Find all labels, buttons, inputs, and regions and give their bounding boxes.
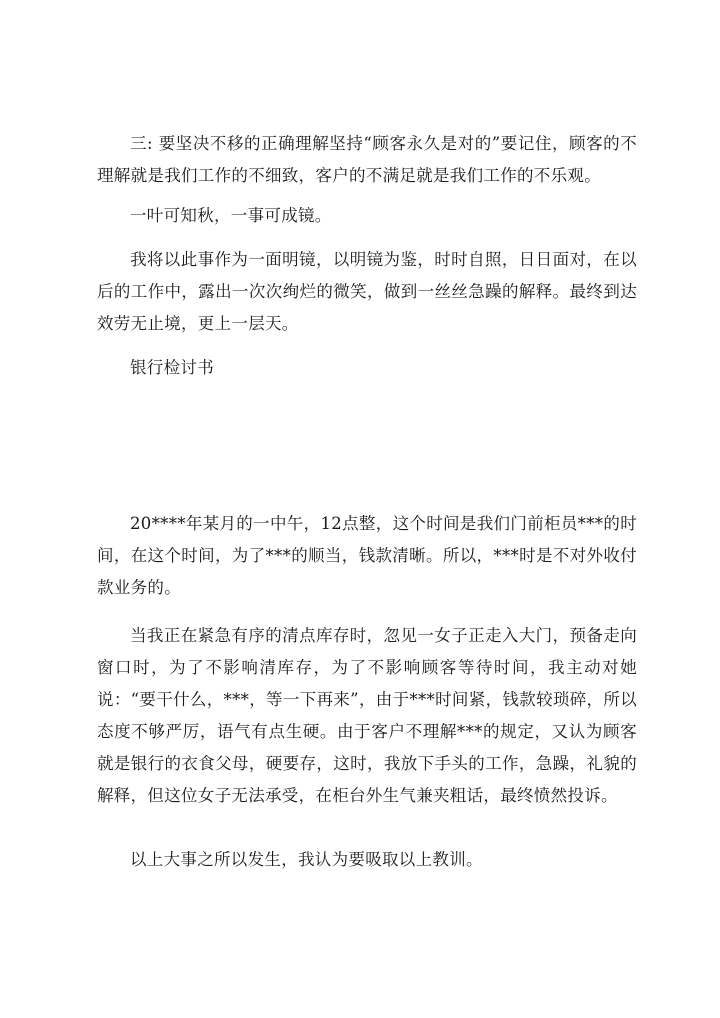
paragraph-incident-detail: 当我正在紧急有序的清点库存时，忽见一女子正走入大门，预备走向窗口时，为了不影响清库存，为了不影响顾客等待时间，我主动对她说：“要干什么，***，等一下再来”，由于***时间紧，钱款较琐碎，所以态度不够严厉，语气有点生硬。由于客户不理解***的规定，又认为顾客就是银行的衣食父母，硬要存，这时，我放下手头的工作，急躁，礼貌的解释，但这位女子无法承受，在柜台外生气兼夹粗话，最终愤然投诉。 <box>97 626 637 805</box>
paragraph-proverb: 一叶可知秋，一事可成镜。 <box>130 206 332 225</box>
paragraph-incident-time: 20****年某月的一中午，12点整，这个时间是我们门前柜员***的时间，在这个时间，为了***的顺当，钱款清晰。所以，***时是不对外收付款业务的。 <box>97 514 637 597</box>
paragraph-mirror: 我将以此事作为一面明镜，以明镜为鉴，时时自照，日日面对，在以后的工作中，露出一次次绚烂的微笑，做到一丝丝急躁的解释。最终到达效劳无止境，更上一层天。 <box>97 250 637 333</box>
paragraph-principle-three: 三: 要坚决不移的正确理解坚持“顾客永久是对的”要记住，顾客的不理解就是我们工作的不细致，客户的不满足就是我们工作的不乐观。 <box>97 134 637 185</box>
section-title: 银行检讨书 <box>130 358 214 377</box>
paragraph-lesson: 以上大事之所以发生，我认为要吸取以上教训。 <box>130 850 483 869</box>
